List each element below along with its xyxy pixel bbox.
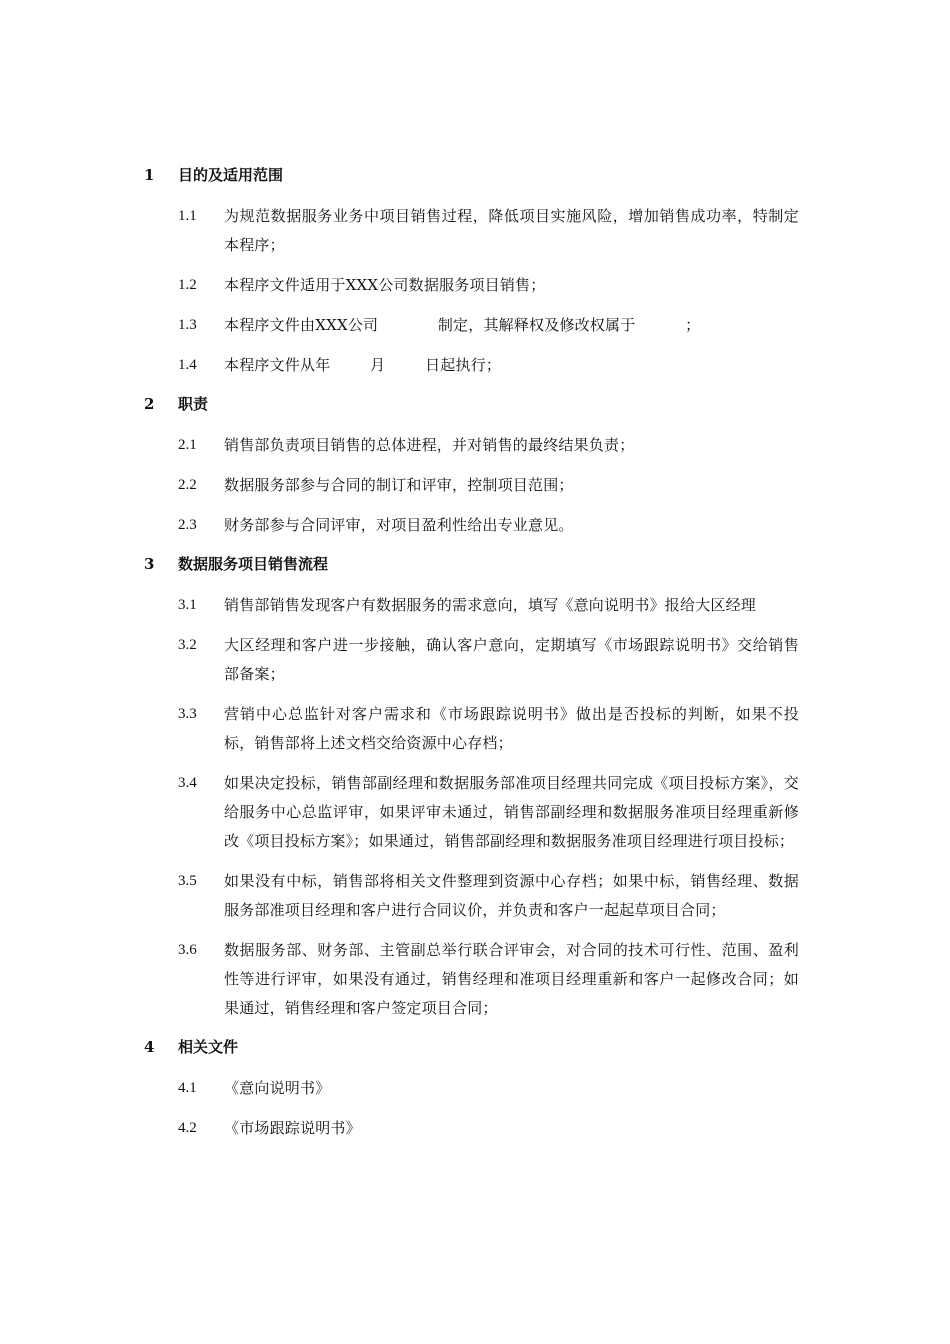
item-number: 3.6 <box>178 942 197 958</box>
item-text: 营销中心总监针对客户需求和《市场跟踪说明书》做出是否投标的判断，如果不投标，销售部将上述文档交给资源中心存档； <box>224 705 799 752</box>
section-number: 2 <box>144 395 155 413</box>
item-number: 2.3 <box>178 517 197 533</box>
item-text: 数据服务部参与合同的制订和评审，控制项目范围； <box>224 476 574 494</box>
item-number: 3.4 <box>178 775 197 791</box>
section-heading <box>0 1034 950 1074</box>
item-number: 4.2 <box>178 1120 197 1136</box>
item-text: 数据服务部、财务部、主管副总举行联合评审会，对合同的技术可行性、范围、盈利性等进行评审，如果没有通过，销售经理和准项目经理重新和客户一起修改合同；如果通过，销售经理和客户签定项目合同； <box>224 941 799 1017</box>
item-text: 本程序文件由XXX公司 制定，其解释权及修改权属于 ； <box>224 316 701 334</box>
section-responsibilities <box>0 391 950 540</box>
list-item <box>0 202 950 260</box>
list-item <box>0 700 950 758</box>
item-number: 4.1 <box>178 1080 197 1096</box>
item-text: 《意向说明书》 <box>224 1079 331 1097</box>
list-item <box>0 867 950 925</box>
item-number: 3.1 <box>178 597 197 613</box>
section-heading <box>0 551 950 591</box>
item-text: 财务部参与合同评审，对项目盈利性给出专业意见。 <box>224 516 574 534</box>
section-sales-process <box>0 551 950 1023</box>
section-number: 4 <box>144 1038 155 1056</box>
section-purpose-scope <box>0 162 950 380</box>
item-text: 本程序文件从年 月 日起执行； <box>224 356 502 374</box>
list-item <box>0 431 950 460</box>
list-item <box>0 271 950 300</box>
list-item <box>0 591 950 620</box>
section-heading <box>0 391 950 431</box>
item-text: 本程序文件适用于XXX公司数据服务项目销售； <box>224 276 546 294</box>
item-number: 3.3 <box>178 706 197 722</box>
section-title: 目的及适用范围 <box>178 166 284 184</box>
list-item <box>0 769 950 856</box>
item-text: 大区经理和客户进一步接触，确认客户意向，定期填写《市场跟踪说明书》交给销售部备案； <box>224 636 799 683</box>
document-body <box>0 162 950 1154</box>
item-number: 1.4 <box>178 357 197 373</box>
item-number: 3.5 <box>178 873 197 889</box>
item-number: 2.2 <box>178 477 197 493</box>
item-text: 销售部销售发现客户有数据服务的需求意向，填写《意向说明书》报给大区经理 <box>224 596 757 614</box>
item-number: 1.2 <box>178 277 197 293</box>
section-title: 相关文件 <box>178 1038 239 1056</box>
item-text: 如果决定投标，销售部副经理和数据服务部准项目经理共同完成《项目投标方案》，交给服务中心总监评审，如果评审未通过，销售部副经理和数据服务准项目经理重新修改《项目投标方案》；如果通过，销售部副经理和数据服务准项目经理进行项目投标； <box>224 774 799 850</box>
section-number: 3 <box>144 555 155 573</box>
list-item <box>0 351 950 380</box>
list-item <box>0 311 950 340</box>
list-item <box>0 1074 950 1103</box>
section-heading <box>0 162 950 202</box>
item-number: 1.1 <box>178 208 197 224</box>
section-title: 职责 <box>178 395 209 413</box>
list-item <box>0 1114 950 1143</box>
list-item <box>0 471 950 500</box>
list-item <box>0 511 950 540</box>
item-text: 如果没有中标，销售部将相关文件整理到资源中心存档；如果中标，销售经理、数据服务部准项目经理和客户进行合同议价，并负责和客户一起起草项目合同； <box>224 872 799 919</box>
list-item <box>0 936 950 1023</box>
item-number: 3.2 <box>178 637 197 653</box>
section-related-documents <box>0 1034 950 1143</box>
section-title: 数据服务项目销售流程 <box>178 555 329 573</box>
item-number: 1.3 <box>178 317 197 333</box>
item-number: 2.1 <box>178 437 197 453</box>
item-text: 为规范数据服务业务中项目销售过程，降低项目实施风险，增加销售成功率，特制定本程序； <box>224 207 799 254</box>
section-number: 1 <box>144 166 155 184</box>
list-item <box>0 631 950 689</box>
item-text: 《市场跟踪说明书》 <box>224 1119 361 1137</box>
item-text: 销售部负责项目销售的总体进程，并对销售的最终结果负责； <box>224 436 635 454</box>
